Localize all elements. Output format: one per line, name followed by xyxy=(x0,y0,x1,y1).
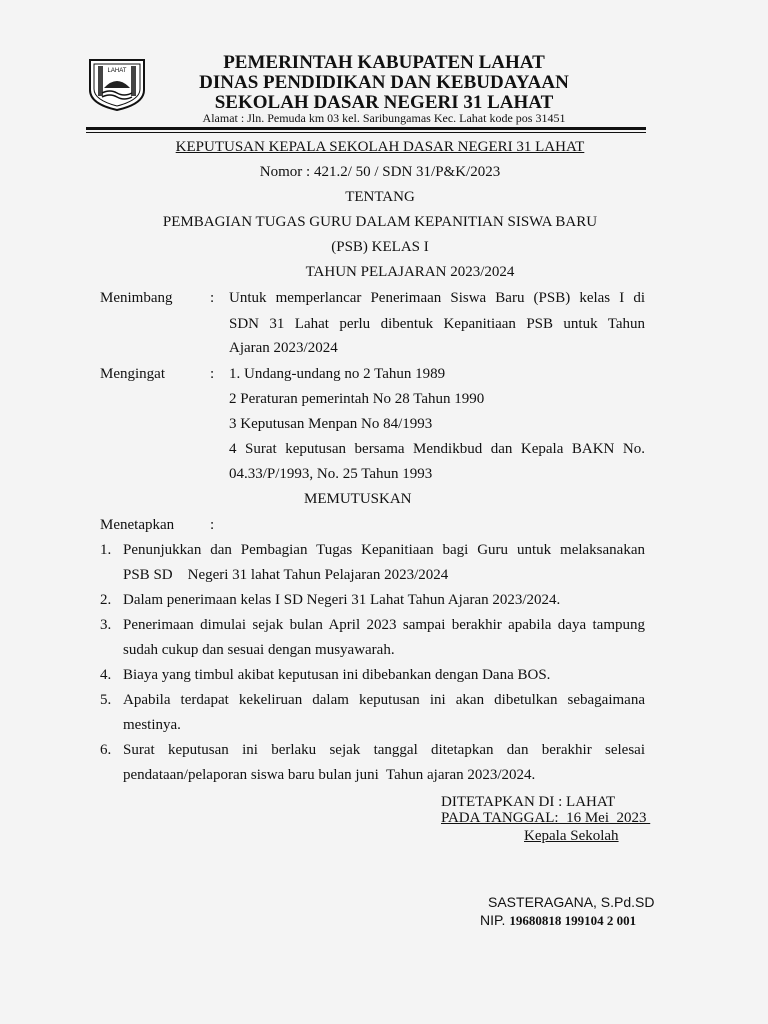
header-divider-thin xyxy=(86,132,646,133)
decision-number: 3. xyxy=(100,617,112,633)
header-department: DINAS PENDIDIKAN DAN KEBUDAYAAN xyxy=(199,72,569,93)
signature-date: PADA TANGGAL: 16 Mei 2023 xyxy=(441,810,651,826)
menetapkan-colon: : xyxy=(210,517,215,533)
menimbang-line-1: Untuk memperlancar Penerimaan Siswa Baru (PSB) kelas I di xyxy=(229,290,645,306)
menimbang-line-3: Ajaran 2023/2024 xyxy=(229,340,338,356)
decree-about: TENTANG xyxy=(345,189,415,205)
mengingat-item-2: 2 Peraturan pemerintah No 28 Tahun 1990 xyxy=(229,391,485,407)
memutuskan-heading: MEMUTUSKAN xyxy=(304,491,412,507)
mengingat-label: Mengingat xyxy=(100,366,165,382)
menimbang-line-2: SDN 31 Lahat perlu dibentuk Kepanitiaan PSB untuk Tahun xyxy=(229,316,645,332)
decision-line: pendataan/pelaporan siswa baru bulan juni Tahun ajaran 2023/2024. xyxy=(123,767,536,783)
nip-value: 19680818 199104 2 001 xyxy=(509,913,637,928)
decree-subject-2: (PSB) KELAS I xyxy=(331,239,429,255)
mengingat-item-4a: 4 Surat keputusan bersama Mendikbud dan Kepala BAKN No. xyxy=(229,441,645,457)
decision-line: Dalam penerimaan kelas I SD Negeri 31 Lahat Tahun Ajaran 2023/2024. xyxy=(123,592,561,608)
decision-line: Surat keputusan ini berlaku sejak tanggal ditetapkan dan berakhir selesai xyxy=(123,742,645,758)
signature-role: Kepala Sekolah xyxy=(524,828,619,844)
logo-text: LAHAT xyxy=(107,68,127,74)
decree-subject-1: PEMBAGIAN TUGAS GURU DALAM KEPANITIAN SISWA BARU xyxy=(162,214,598,230)
decision-line: Penerimaan dimulai sejak bulan April 2023 sampai berakhir apabila daya tampung xyxy=(123,617,645,633)
mengingat-colon: : xyxy=(210,366,215,382)
header-divider-thick xyxy=(86,127,646,130)
mengingat-item-4b: 04.33/P/1993, No. 25 Tahun 1993 xyxy=(229,466,433,482)
decree-title: KEPUTUSAN KEPALA SEKOLAH DASAR NEGERI 31 LAHAT xyxy=(175,139,585,155)
decision-number: 2. xyxy=(100,592,112,608)
decision-number: 1. xyxy=(100,542,112,558)
decision-number: 5. xyxy=(100,692,112,708)
menimbang-colon: : xyxy=(210,290,215,306)
menimbang-label: Menimbang xyxy=(100,290,173,306)
decision-line: Apabila terdapat kekeliruan dalam keputusan ini akan dibetulkan sebagaimana xyxy=(123,692,645,708)
decision-line: PSB SD Negeri 31 lahat Tahun Pelajaran 2023/2024 xyxy=(123,567,449,583)
header-address: Alamat : Jln. Pemuda km 03 kel. Saribungamas Kec. Lahat kode pos 31451 xyxy=(202,111,566,125)
menetapkan-label: Menetapkan xyxy=(100,517,175,533)
decision-line: Biaya yang timbul akibat keputusan ini dibebankan dengan Dana BOS. xyxy=(123,667,551,683)
mengingat-item-3: 3 Keputusan Menpan No 84/1993 xyxy=(229,416,433,432)
header-government: PEMERINTAH KABUPATEN LAHAT xyxy=(223,52,545,73)
decision-line: mestinya. xyxy=(123,717,181,733)
signatory-nip xyxy=(480,912,636,929)
signatory-name: SASTERAGANA, S.Pd.SD xyxy=(488,894,655,910)
mengingat-item-1: 1. Undang-undang no 2 Tahun 1989 xyxy=(229,366,446,382)
decision-number: 4. xyxy=(100,667,112,683)
regency-logo xyxy=(84,56,150,112)
decree-subject-3: TAHUN PELAJARAN 2023/2024 xyxy=(305,264,515,280)
decision-number: 6. xyxy=(100,742,112,758)
header-school: SEKOLAH DASAR NEGERI 31 LAHAT xyxy=(214,92,554,113)
decision-line: sudah cukup dan sesuai dengan musyawarah. xyxy=(123,642,395,658)
signature-place: DITETAPKAN DI : LAHAT xyxy=(441,794,616,810)
decision-line: Penunjukkan dan Pembagian Tugas Kepanitiaan bagi Guru untuk melaksanakan xyxy=(123,542,645,558)
nip-label: NIP. xyxy=(480,912,510,928)
decree-number: Nomor : 421.2/ 50 / SDN 31/P&K/2023 xyxy=(259,164,501,180)
